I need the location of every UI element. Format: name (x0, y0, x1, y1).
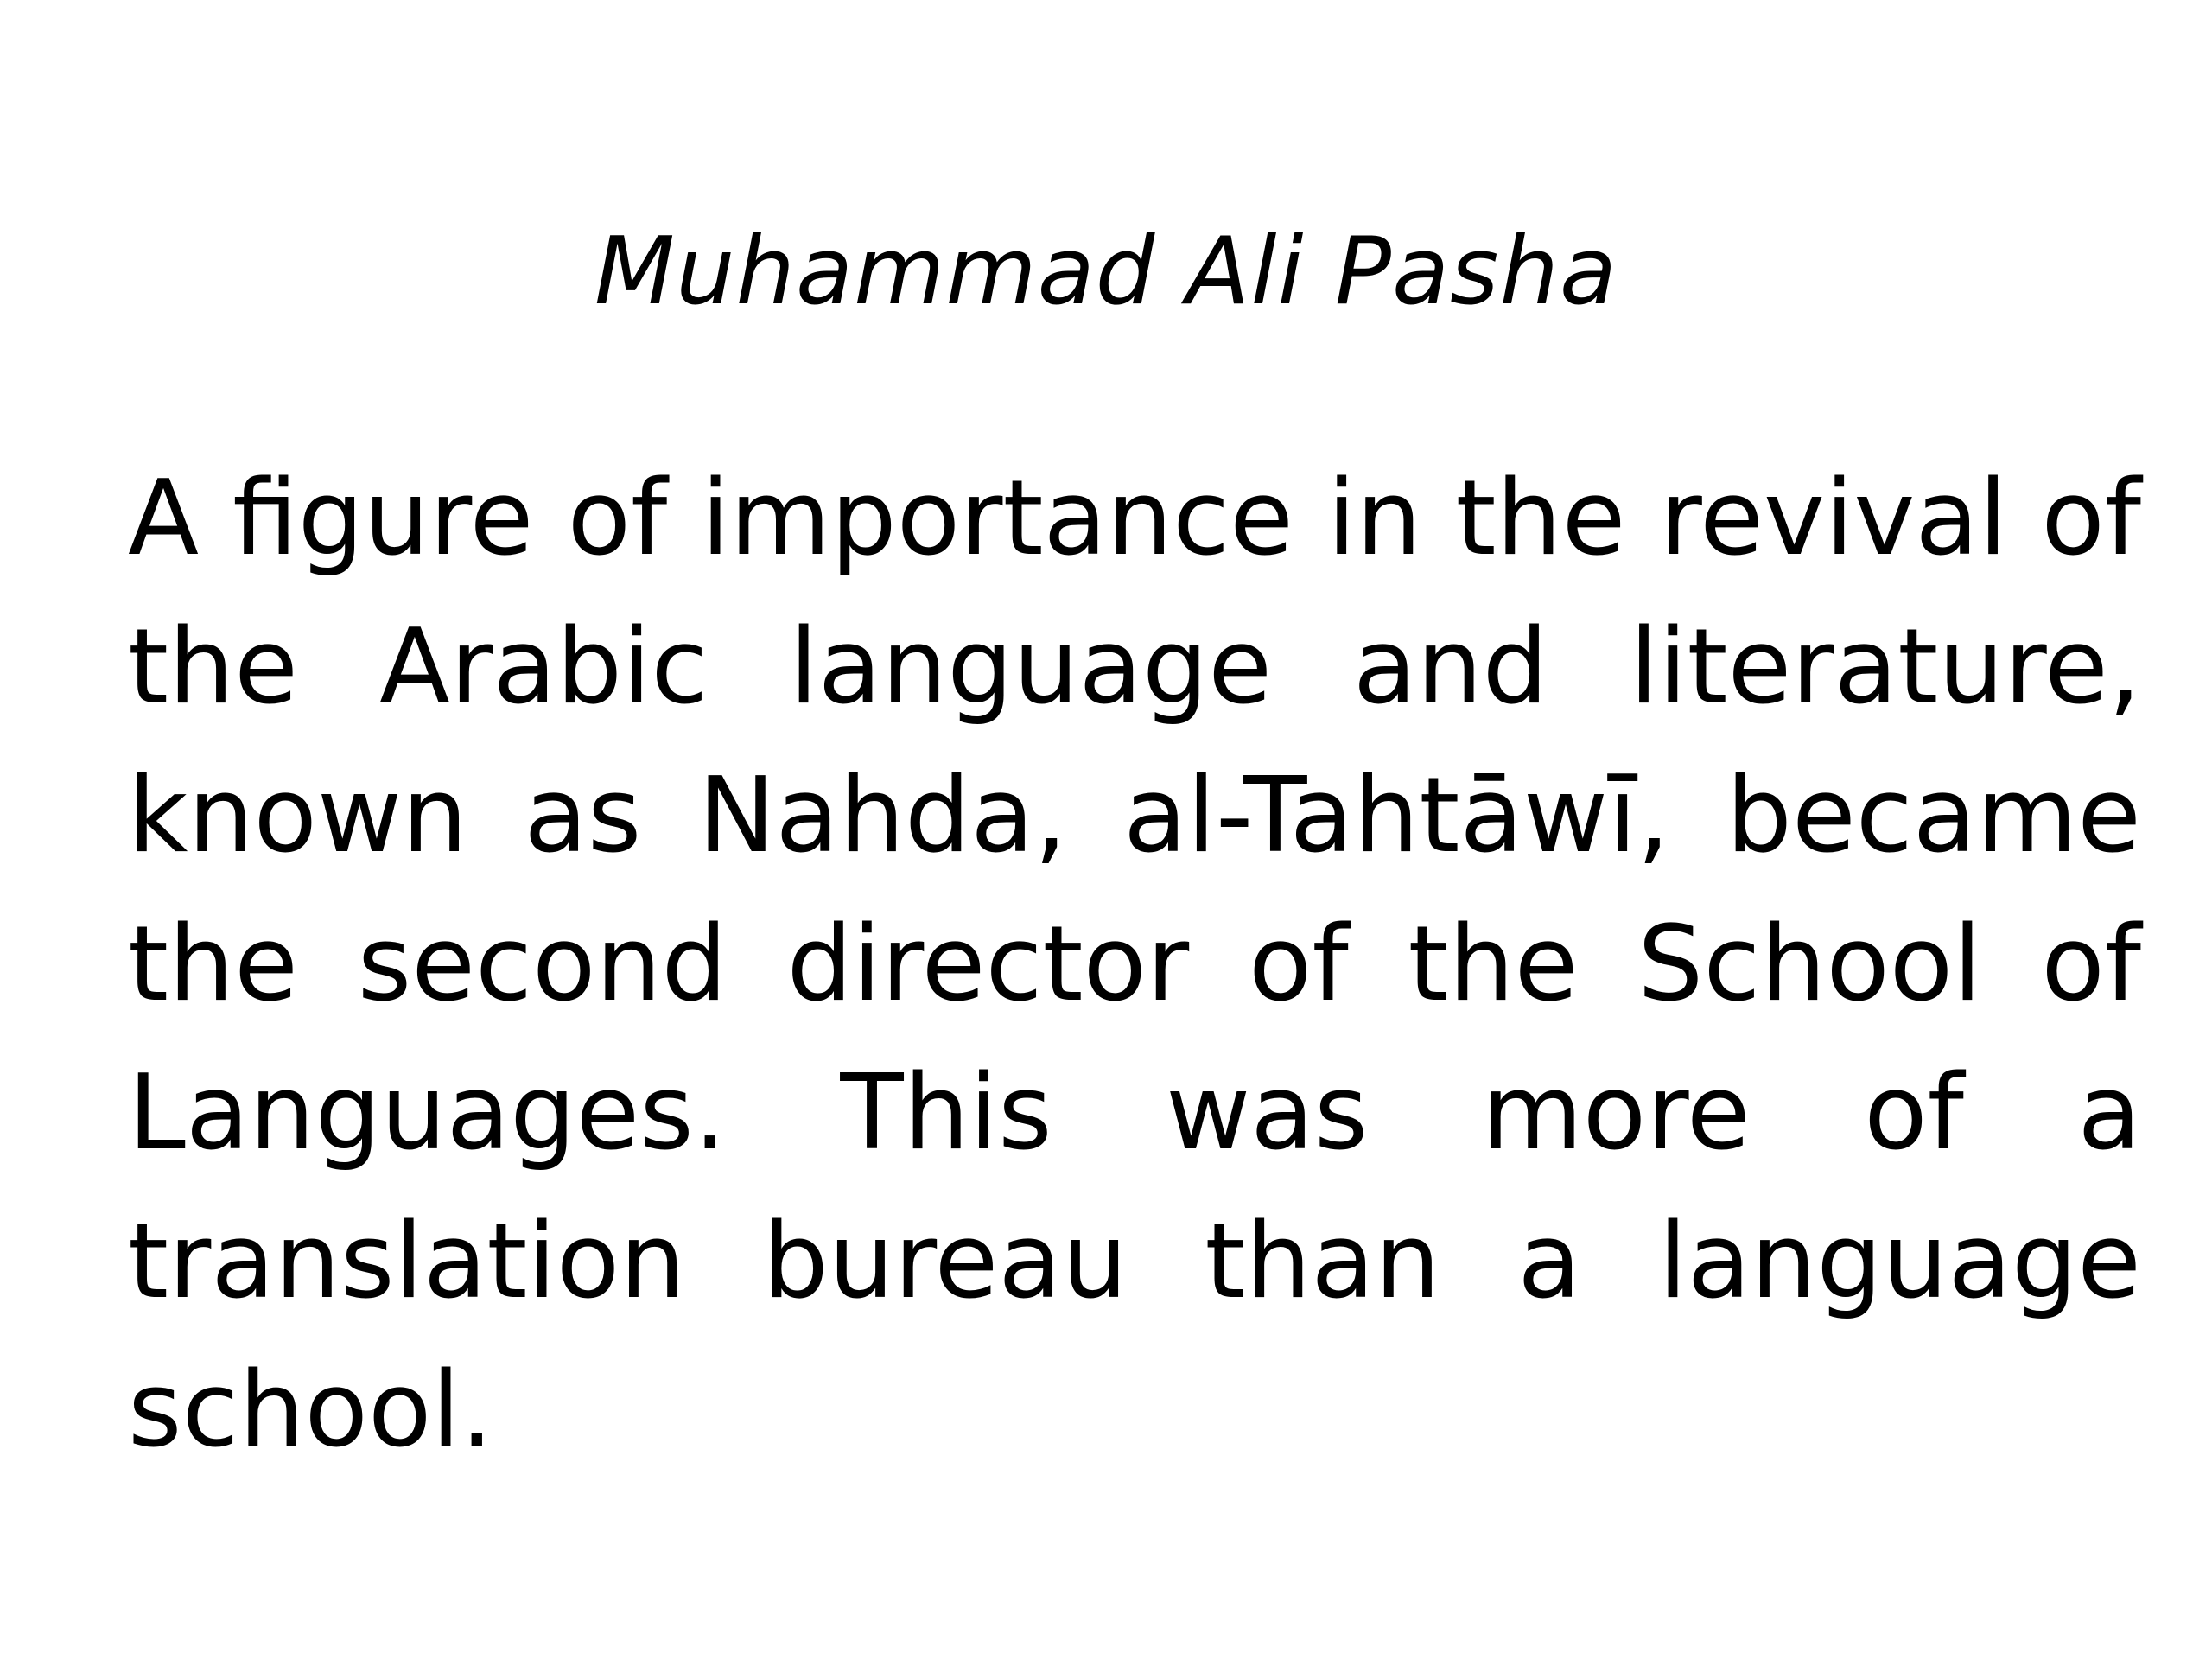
slide-body-text: A figure of importance in the revival of the Arabic language and literature, known as Nahda, al-Tahtāwī, became the second director of the School of Languages. This was more of a translation bureau than a language school. (128, 459, 2141, 1471)
slide-title: Muhammad Ali Pasha (594, 218, 1618, 326)
